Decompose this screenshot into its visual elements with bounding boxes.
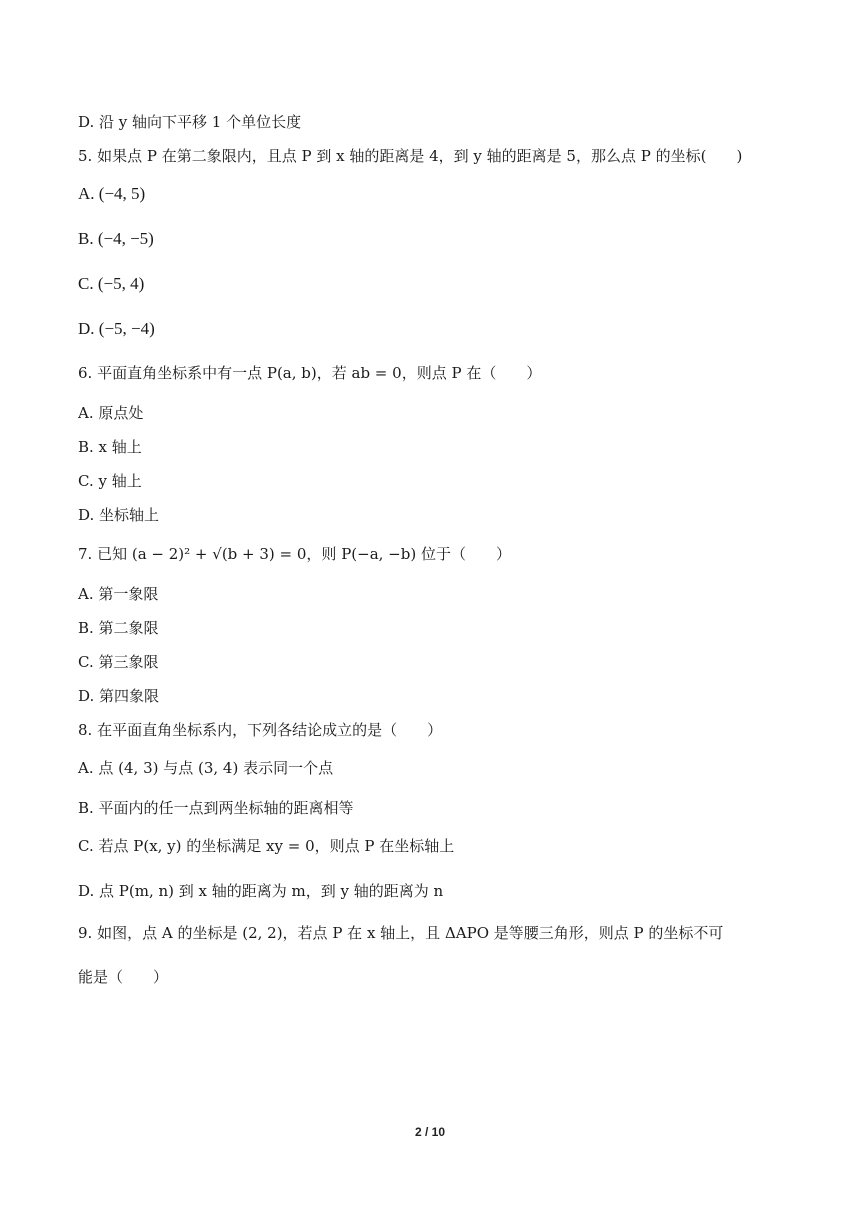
option-5b: B. (−4, −5): [78, 229, 154, 248]
question-9-cont: 能是（ ）: [78, 968, 169, 986]
option-7c: C. 第三象限: [78, 653, 159, 671]
option-8c: C. 若点 P(x, y) 的坐标满足 xy = 0，则点 P 在坐标轴上: [78, 837, 455, 855]
line-1: D. 沿 y 轴向下平移 1 个单位长度: [78, 113, 302, 131]
option-6b: B. x 轴上: [78, 438, 142, 456]
question-7: 7. 已知 (a − 2)² + √(b + 3) = 0，则 P(−a, −b) 位于（ ）: [78, 545, 511, 563]
option-8d: D. 点 P(m, n) 到 x 轴的距离为 m，到 y 轴的距离为 n: [78, 882, 444, 900]
option-7d: D. 第四象限: [78, 687, 160, 705]
option-8b: B. 平面内的任一点到两坐标轴的距离相等: [78, 799, 354, 817]
option-6a: A. 原点处: [78, 404, 144, 422]
question-8: 8. 在平面直角坐标系内，下列各结论成立的是（ ）: [78, 721, 443, 739]
option-7b: B. 第二象限: [78, 619, 159, 637]
option-7a: A. 第一象限: [78, 585, 159, 603]
option-6d: D. 坐标轴上: [78, 506, 160, 524]
option-5c: C. (−5, 4): [78, 274, 145, 293]
page-number: 2 / 10: [414, 1125, 446, 1139]
question-9: 9. 如图，点 A 的坐标是 (2, 2)，若点 P 在 x 轴上，且 ΔAPO 是等腰三角形，则点 P 的坐标不可: [78, 924, 724, 942]
option-6c: C. y 轴上: [78, 472, 142, 490]
question-5: 5. 如果点 P 在第二象限内，且点 P 到 x 轴的距离是 4，到 y 轴的距离是 5，那么点 P 的坐标( ): [78, 147, 743, 165]
option-5a: A. (−4, 5): [78, 184, 146, 203]
question-6: 6. 平面直角坐标系中有一点 P(a, b)，若 ab = 0，则点 P 在（ ）: [78, 364, 542, 382]
option-8a: A. 点 (4, 3) 与点 (3, 4) 表示同一个点: [78, 759, 334, 777]
option-5d: D. (−5, −4): [78, 319, 155, 338]
